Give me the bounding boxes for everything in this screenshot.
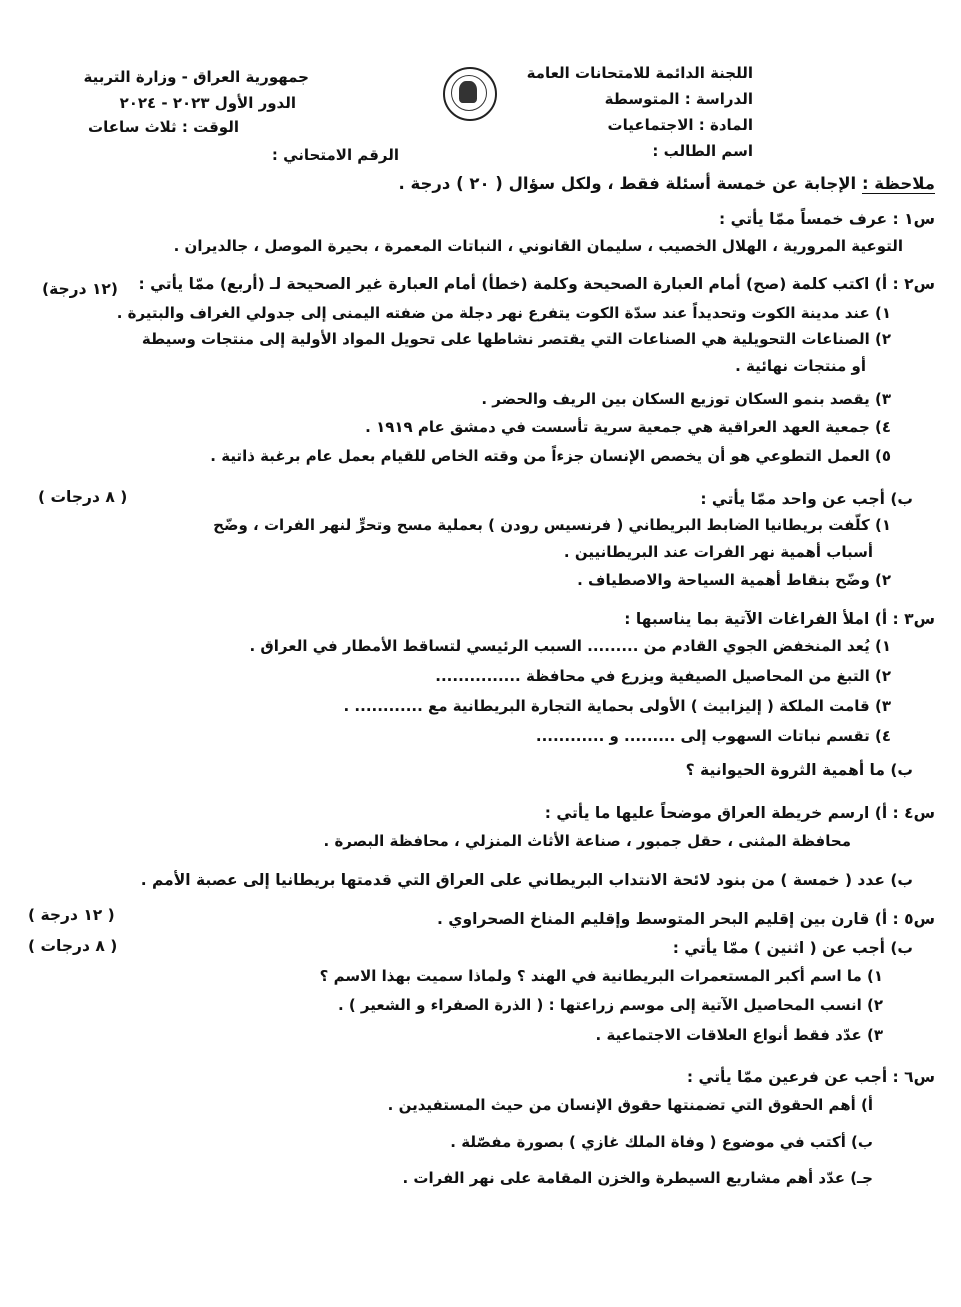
q4b-prompt: ب) عدد ( خمسة ) من بنود لائحة الانتداب البريطاني على العراق التي قدمتها بريطانيا إلى عصبة الأمم . xyxy=(140,871,913,889)
note-label: ملاحظة : xyxy=(861,174,935,193)
q3a-item-3: ٣) قامت الملكة ( إليزابيث ) الأولى بحماية التجارة البريطانية مع ............ . xyxy=(343,697,891,715)
q1-prompt: س١ : عرف خمساً ممّا يأتي : xyxy=(719,210,935,228)
q2a-item-1: ١) عند مدينة الكوت وتحديداً عند سدّة الكوت يتفرع نهر دجلة من ضفته اليمنى إلى جدولي الغراف والبتيرة . xyxy=(116,304,891,322)
study-level: الدراسة : المتوسطة xyxy=(604,90,753,108)
q2a-item-2-cont: أو منتجات نهائية . xyxy=(735,357,866,375)
q2a-item-4: ٤) جمعية العهد العراقية هي جمعية سرية تأسست في دمشق عام ١٩١٩ . xyxy=(365,418,891,436)
q4a-items: محافظة المثنى ، حقل جمبور ، صناعة الأثاث المنزلي ، محافظة البصرة . xyxy=(323,832,851,850)
q5a-marks: ( ١٢ درجة ) xyxy=(28,906,115,924)
q2b-marks: ( ٨ درجات ) xyxy=(38,488,128,506)
student-name-label: اسم الطالب : xyxy=(652,142,753,160)
q5b-item-2: ٢) انسب المحاصيل الآتية إلى موسم زراعتها : ( الذرة الصفراء و الشعير ) . xyxy=(337,996,883,1014)
q6-item-b: ب) أكتب في موضوع ( وفاة الملك غازي ) بصورة مفصّلة . xyxy=(450,1133,873,1151)
q6-item-c: جـ) عدّد أهم مشاريع السيطرة والخزن المقامة على نهر الفرات . xyxy=(402,1169,873,1187)
q6-item-a: أ) أهم الحقوق التي تضمنتها حقوق الإنسان من حيث المستفيدين . xyxy=(387,1096,873,1114)
note-text: الإجابة عن خمسة أسئلة فقط ، ولكل سؤال ( ٢٠ ) درجة . xyxy=(398,174,857,193)
q2b-item-2: ٢) وضّح بنقاط أهمية السياحة والاصطياف . xyxy=(577,571,891,589)
q4a-prompt: س٤ : أ) ارسم خريطة العراق موضحاً عليها ما يأتي : xyxy=(544,804,935,822)
q5b-item-3: ٣) عدّد فقط أنواع العلاقات الاجتماعية . xyxy=(595,1026,883,1044)
q5a-prompt: س٥ : أ) قارن بين إقليم البحر المتوسط وإقليم المناخ الصحراوي . xyxy=(437,910,935,928)
q6-prompt: س٦ : أجب عن فرعين ممّا يأتي : xyxy=(686,1068,935,1086)
q2b-item-1: ١) كلّفت بريطانيا الضابط البريطاني ( فرنسيس رودن ) بعملية مسح وتحرٍّ لنهر الفرات ، وضّح xyxy=(213,516,891,534)
q5b-prompt: ب) أجب عن ( اثنين ) ممّا يأتي : xyxy=(672,939,913,957)
q3a-item-2: ٢) التبغ من المحاصيل الصيفية ويزرع في محافظة ............... xyxy=(435,667,891,685)
q3a-item-4: ٤) تقسم نباتات السهوب إلى ......... و ............ xyxy=(535,727,891,745)
exam-note xyxy=(398,174,935,193)
ministry-seal-icon xyxy=(443,67,497,121)
q3a-prompt: س٣ : أ) املأ الفراغات الآتية بما يناسبها : xyxy=(624,610,935,628)
q2a-marks: (١٢ درجة) xyxy=(42,280,118,298)
q2b-item-1-cont: أسباب أهمية نهر الفرات عند البريطانيين . xyxy=(563,543,873,561)
exam-number-label: الرقم الامتحاني : xyxy=(271,146,399,164)
q1-terms: التوعية المرورية ، الهلال الخصيب ، سليمان القانوني ، النباتات المعمرة ، بحيرة الموصل ، جالديران . xyxy=(173,237,903,255)
q2a-prompt: س٢ : أ) اكتب كلمة (صح) أمام العبارة الصحيحة وكلمة (خطأ) أمام العبارة غير الصحيحة لـ (أربع) ممّا يأتي : xyxy=(138,275,935,293)
exam-time: الوقت : ثلاث ساعات xyxy=(88,118,239,136)
q2a-item-2: ٢) الصناعات التحويلية هي الصناعات التي يقتصر نشاطها على تحويل المواد الأولية إلى منتجات وسيطة xyxy=(141,330,891,348)
q5b-marks: ( ٨ درجات ) xyxy=(28,937,118,955)
republic-ministry: جمهورية العراق - وزارة التربية xyxy=(83,68,309,86)
q2a-item-3: ٣) يقصد بنمو السكان توزيع السكان بين الريف والحضر . xyxy=(481,390,891,408)
exam-session: الدور الأول ٢٠٢٣ - ٢٠٢٤ xyxy=(119,94,296,112)
q5b-item-1: ١) ما اسم أكبر المستعمرات البريطانية في الهند ؟ ولماذا سميت بهذا الاسم ؟ xyxy=(319,967,883,985)
committee-name: اللجنة الدائمة للامتحانات العامة xyxy=(526,64,753,82)
q2b-prompt: ب) أجب عن واحد ممّا يأتي : xyxy=(700,490,913,508)
q3b-prompt: ب) ما أهمية الثروة الحيوانية ؟ xyxy=(685,761,913,779)
subject-name: المادة : الاجتماعيات xyxy=(607,116,753,134)
q3a-item-1: ١) يُعد المنخفض الجوي القادم من ......... السبب الرئيسي لتساقط الأمطار في العراق . xyxy=(249,637,891,655)
q2a-item-5: ٥) العمل التطوعي هو أن يخصص الإنسان جزءاً من وقته الخاص للقيام بعمل عام برغبة ذاتية . xyxy=(210,447,891,465)
